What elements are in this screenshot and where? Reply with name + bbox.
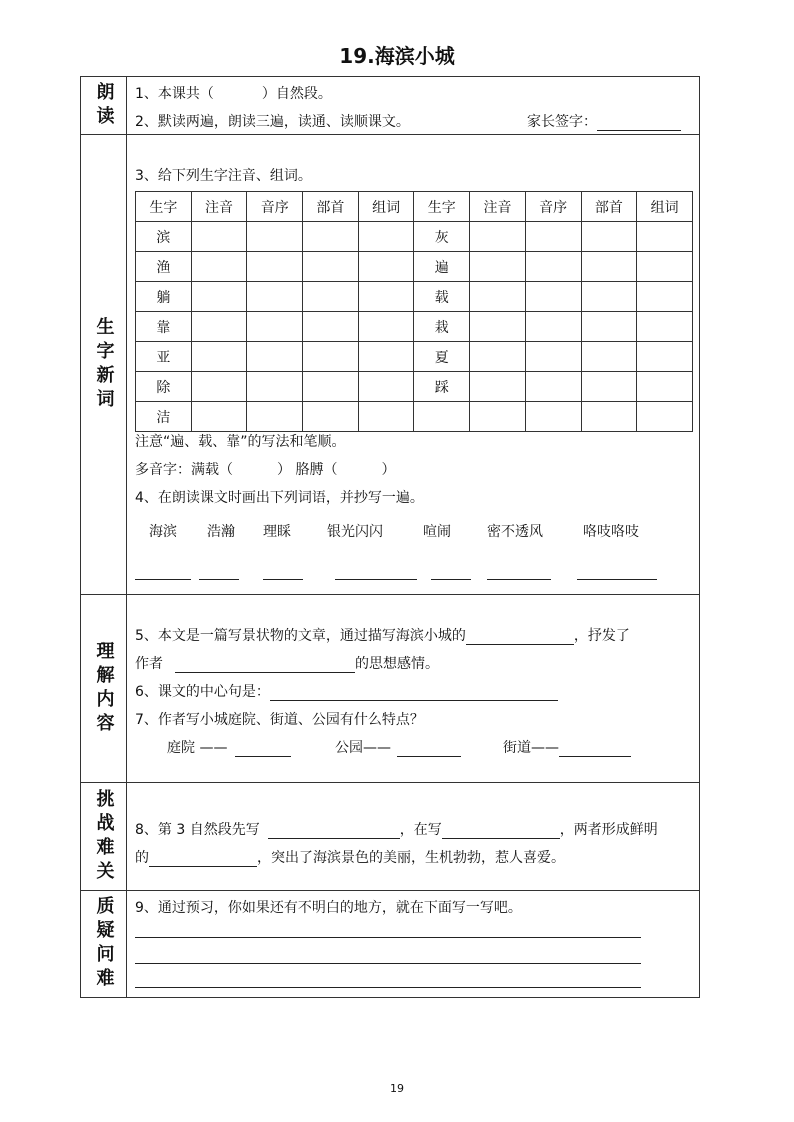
word-item: 浩瀚: [207, 524, 235, 540]
section-label-reading: 朗读: [81, 77, 127, 134]
section-label-challenge: 挑战难关: [81, 783, 127, 890]
table-row: 滨 灰: [136, 222, 693, 252]
page-title: 19.海滨小城: [339, 44, 455, 68]
question-3: 3、给下列生字注音、组词。: [135, 168, 312, 184]
character-table: [135, 191, 693, 432]
answer-blank[interactable]: [442, 822, 560, 839]
question-4: 4、在朗读课文时画出下列词语，并抄写一遍。: [135, 490, 424, 506]
answer-blank[interactable]: [270, 684, 558, 701]
table-row: 渔 遍: [136, 252, 693, 282]
character-table-header: 生字 注音 音序 部首 组词 生字 注音 音序 部首 组词: [136, 192, 693, 222]
park-answer: 公园——: [335, 737, 461, 757]
question-1: 1、本课共（ ）自然段。: [135, 86, 332, 102]
word-item: 海滨: [149, 524, 177, 540]
table-row: 洁: [136, 402, 693, 432]
answer-blank[interactable]: [268, 822, 400, 839]
writing-line[interactable]: [135, 987, 641, 988]
question-8-line-1: 8、第 3 自然段先写 ，在写 ，两者形成鲜明: [135, 822, 658, 838]
word-item: 密不透风: [487, 524, 543, 540]
answer-blank[interactable]: [235, 740, 291, 757]
table-row: 躺 载: [136, 282, 693, 312]
worksheet-table: [80, 76, 700, 998]
word-item: 银光闪闪: [327, 524, 383, 540]
copy-line[interactable]: [487, 579, 551, 580]
stroke-order-note: 注意“遍、载、靠”的写法和笔顺。: [135, 434, 346, 450]
section-label-questions: 质疑问难: [81, 891, 127, 997]
answer-blank[interactable]: [175, 656, 355, 673]
polyphone-question: 多音字：满载（ ） 胳膊（ ）: [135, 462, 396, 478]
question-2: 2、默读两遍，朗读三遍，读通、读顺课文。: [135, 114, 410, 130]
question-8-line-2: 的 ，突出了海滨景色的美丽，生机勃勃，惹人喜爱。: [135, 850, 565, 866]
question-9: 9、通过预习，你如果还有不明白的地方，就在下面写一写吧。: [135, 900, 522, 916]
copy-line[interactable]: [431, 579, 471, 580]
copy-line[interactable]: [335, 579, 417, 580]
word-item: 喧闹: [423, 524, 451, 540]
copy-line[interactable]: [135, 579, 191, 580]
copy-line[interactable]: [577, 579, 657, 580]
signature-field[interactable]: [597, 114, 681, 131]
copy-line[interactable]: [263, 579, 303, 580]
section-understanding: [81, 595, 699, 783]
word-item: 理睬: [263, 524, 291, 540]
section-reading: [81, 77, 699, 135]
question-5-line-2: 作者 的思想感情。: [135, 656, 439, 672]
copy-line[interactable]: [199, 579, 239, 580]
section-label-understanding: 理解内容: [81, 595, 127, 782]
word-list: [135, 521, 675, 543]
question-7: 7、作者写小城庭院、街道、公园有什么特点？: [135, 712, 424, 728]
courtyard-answer: 庭院 ——: [167, 737, 291, 757]
answer-blank[interactable]: [149, 850, 257, 867]
answer-blank[interactable]: [559, 740, 631, 757]
word-item: 咯吱咯吱: [583, 524, 639, 540]
table-row: 靠 栽: [136, 312, 693, 342]
answer-blank[interactable]: [397, 740, 461, 757]
question-5-line-1: 5、本文是一篇写景状物的文章，通过描写海滨小城的 ，抒发了: [135, 628, 630, 644]
section-label-new-chars: 生字新词: [81, 135, 127, 594]
section-new-chars: [81, 135, 699, 595]
answer-blank[interactable]: [466, 628, 574, 645]
page-number: 19: [390, 1082, 404, 1095]
section-questions: [81, 891, 699, 997]
writing-line[interactable]: [135, 937, 641, 938]
writing-line[interactable]: [135, 963, 641, 964]
parent-signature: 家长签字：: [527, 111, 681, 131]
street-answer: 街道——: [503, 737, 631, 757]
table-row: 亚 夏: [136, 342, 693, 372]
table-row: 除 踩: [136, 372, 693, 402]
section-challenge: [81, 783, 699, 891]
question-6: 6、课文的中心句是：: [135, 681, 558, 701]
